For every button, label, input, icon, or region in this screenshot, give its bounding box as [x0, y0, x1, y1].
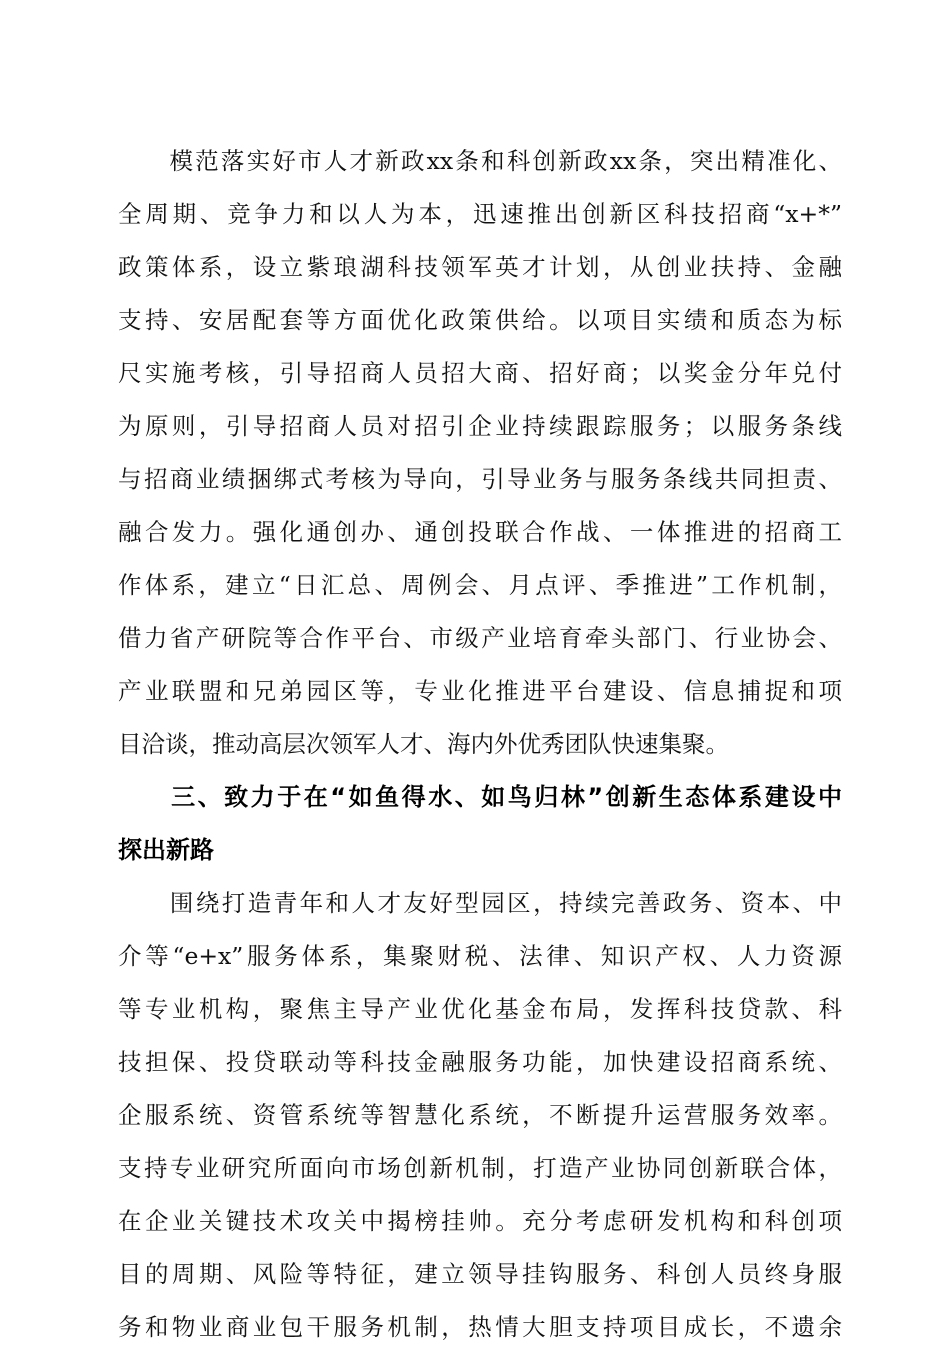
text-line: 介等“e+x”服务体系，集聚财税、法律、知识产权、人力资源 [118, 942, 842, 970]
heading-line: 探出新路 [118, 836, 214, 864]
text-line: 政策体系，设立紫琅湖科技领军英才计划，从创业扶持、金融 [118, 253, 842, 281]
text-line: 企服系统、资管系统等智慧化系统，不断提升运营服务效率。 [118, 1101, 842, 1129]
text-line: 全周期、竞争力和以人为本，迅速推出创新区科技招商“x+*” [118, 200, 842, 228]
text-line: 务和物业商业包干服务机制，热情大胆支持项目成长，不遗余 [118, 1313, 842, 1341]
text-line: 技担保、投贷联动等科技金融服务功能，加快建设招商系统、 [118, 1048, 842, 1076]
paragraph-ecosystem [118, 877, 842, 1354]
heading-line: 三、致力于在“如鱼得水、如鸟归林”创新生态体系建设中 [118, 783, 842, 811]
text-line: 等专业机构，聚焦主导产业优化基金布局，发挥科技贷款、科 [118, 995, 842, 1023]
text-line: 产业联盟和兄弟园区等，专业化推进平台建设、信息捕捉和项 [118, 677, 842, 705]
text-line: 支持、安居配套等方面优化政策供给。以项目实绩和质态为标 [118, 306, 842, 334]
text-line: 尺实施考核，引导招商人员招大商、招好商；以奖金分年兑付 [118, 359, 842, 387]
text-line: 支持专业研究所面向市场创新机制，打造产业协同创新联合体， [118, 1154, 842, 1182]
paragraph-talent-policy [118, 135, 842, 771]
text-line: 围绕打造青年和人才友好型园区，持续完善政务、资本、中 [118, 889, 842, 917]
text-line: 为原则，引导招商人员对招引企业持续跟踪服务；以服务条线 [118, 412, 842, 440]
text-line: 借力省产研院等合作平台、市级产业培育牵头部门、行业协会、 [118, 624, 842, 652]
text-line: 模范落实好市人才新政xx条和科创新政xx条，突出精准化、 [118, 147, 842, 175]
text-line: 在企业关键技术攻关中揭榜挂帅。充分考虑研发机构和科创项 [118, 1207, 842, 1235]
section-heading-3 [118, 771, 842, 877]
text-line: 目的周期、风险等特征，建立领导挂钩服务、科创人员终身服 [118, 1260, 842, 1288]
text-line: 与招商业绩捆绑式考核为导向，引导业务与服务条线共同担责、 [118, 465, 842, 493]
text-line: 作体系，建立“日汇总、周例会、月点评、季推进”工作机制， [118, 571, 842, 599]
text-line: 融合发力。强化通创办、通创投联合作战、一体推进的招商工 [118, 518, 842, 546]
text-line: 目洽谈，推动高层次领军人才、海内外优秀团队快速集聚。 [118, 730, 729, 758]
